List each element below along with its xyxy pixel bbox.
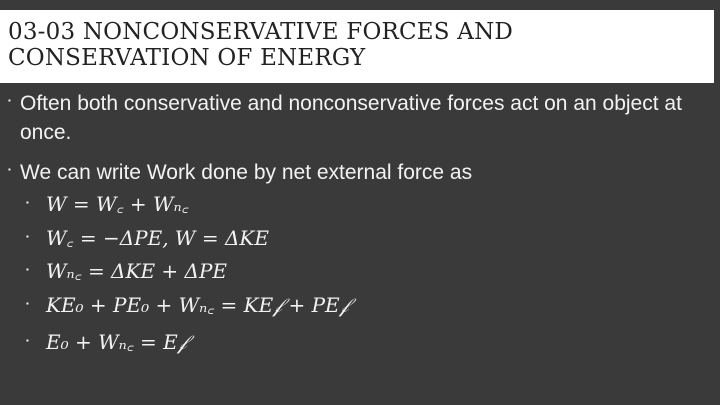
sub-bullet-marker: ▪ (26, 265, 29, 274)
equation-1: W = W꜀ + Wₙ꜀ (46, 192, 189, 216)
equation-2: W꜀ = −ΔPE, W = ΔKE (46, 226, 269, 250)
sub-bullet-marker: ▪ (26, 232, 29, 241)
bullet-marker: ▪ (8, 96, 11, 105)
equation-3: Wₙ꜀ = ΔKE + ΔPE (46, 259, 228, 283)
sub-bullet-marker: ▪ (26, 198, 29, 207)
sub-bullet-marker: ▪ (26, 299, 29, 308)
bullet-point-2: We can write Work done by net external force as (20, 161, 473, 184)
bullet-marker: ▪ (8, 165, 11, 174)
equation-5: E₀ + Wₙ꜀ = E𝒻 (46, 330, 187, 354)
bullet-point-1: Often both conservative and nonconservative forces act on an object at once. (20, 92, 682, 144)
sub-bullet-marker: ▪ (26, 336, 29, 345)
slide-title: 03-03 NONCONSERVATIVE FORCES AND CONSERVATION OF ENERGY (8, 19, 514, 71)
equation-4: KE₀ + PE₀ + Wₙ꜀ = KE𝒻 + PE𝒻 (46, 293, 349, 317)
